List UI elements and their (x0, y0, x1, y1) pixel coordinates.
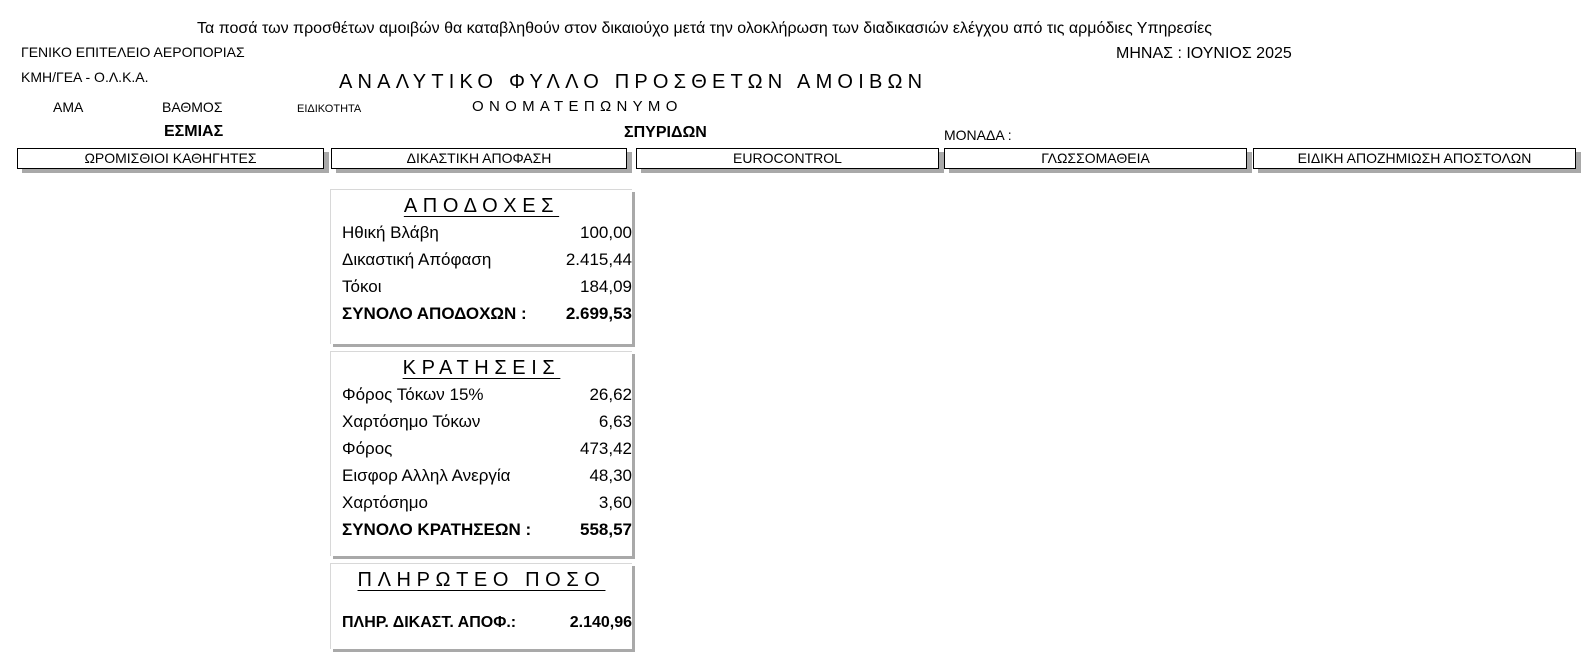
tab-language-skills[interactable]: ΓΛΩΣΣΟΜΑΘΕΙΑ (944, 148, 1247, 169)
payment-notice: Τα ποσά των προσθέτων αμοιβών θα καταβληθούν στον δικαιούχο μετά την ολοκλήρωση των διαδικασιών ελέγχου από τις αρμόδιες Υπηρεσίες (197, 20, 1212, 37)
deductions-panel (330, 351, 632, 556)
unit-label: ΜΟΝΑΔΑ : (944, 127, 1012, 143)
payable-heading: ΠΛΗΡΩΤΕΟ ΠΟΣΟ (357, 569, 606, 591)
tab-special-mission-compensation[interactable]: ΕΙΔΙΚΗ ΑΠΟΖΗΜΙΩΣΗ ΑΠΟΣΤΟΛΩΝ (1253, 148, 1576, 169)
surname-value: ΕΣΜΙΑΣ (164, 123, 224, 140)
month-label: ΜΗΝΑΣ : ΙΟΥΝΙΟΣ 2025 (1116, 45, 1292, 62)
earnings-total-row: ΣΥΝΟΛΟ ΑΠΟΔΟΧΩΝ : 2.699,53 (342, 304, 632, 323)
specialty-label: ΕΙΔΙΚΟΤΗΤΑ (297, 103, 362, 115)
department-name: ΚΜΗ/ΓΕΑ - Ο.Λ.Κ.Α. (21, 69, 149, 85)
deductions-heading: ΚΡΑΤΗΣΕΙΣ (402, 357, 561, 379)
earnings-row: Ηθική Βλάβη 100,00 (342, 223, 632, 242)
deductions-row: Φόρος 473,42 (342, 439, 632, 458)
payable-amount-row: ΠΛΗΡ. ΔΙΚΑΣΤ. ΑΠΟΦ.: 2.140,96 (342, 614, 632, 631)
organization-name: ΓΕΝΙΚΟ ΕΠΙΤΕΛΕΙΟ ΑΕΡΟΠΟΡΙΑΣ (21, 44, 245, 60)
earnings-panel (330, 189, 632, 344)
deductions-row: Χαρτόσημο 3,60 (342, 493, 632, 512)
deductions-row: Εισφορ Αλληλ Ανεργία 48,30 (342, 466, 632, 485)
tab-eurocontrol[interactable]: EUROCONTROL (636, 148, 939, 169)
full-name-label: ΟΝΟΜΑΤΕΠΩΝΥΜΟ (472, 98, 683, 115)
first-name-value: ΣΠΥΡΙΔΩΝ (624, 124, 707, 141)
tab-court-decision[interactable]: ΔΙΚΑΣΤΙΚΗ ΑΠΟΦΑΣΗ (331, 148, 627, 169)
deductions-row: Χαρτόσημο Τόκων 6,63 (342, 412, 632, 431)
earnings-heading: ΑΠΟΔΟΧΕΣ (403, 195, 560, 217)
earnings-row: Δικαστική Απόφαση 2.415,44 (342, 250, 632, 269)
ama-label: ΑΜΑ (53, 99, 84, 115)
deductions-total-row: ΣΥΝΟΛΟ ΚΡΑΤΗΣΕΩΝ : 558,57 (342, 520, 632, 539)
deductions-row: Φόρος Τόκων 15% 26,62 (342, 385, 632, 404)
tab-hourly-teachers[interactable]: ΩΡΟΜΙΣΘΙΟΙ ΚΑΘΗΓΗΤΕΣ (17, 148, 324, 169)
grade-label: ΒΑΘΜΟΣ (162, 99, 223, 115)
page-title: ΑΝΑΛΥΤΙΚΟ ΦΥΛΛΟ ΠΡΟΣΘΕΤΩΝ ΑΜΟΙΒΩΝ (339, 71, 928, 93)
payable-panel (330, 563, 632, 649)
earnings-row: Τόκοι 184,09 (342, 277, 632, 296)
